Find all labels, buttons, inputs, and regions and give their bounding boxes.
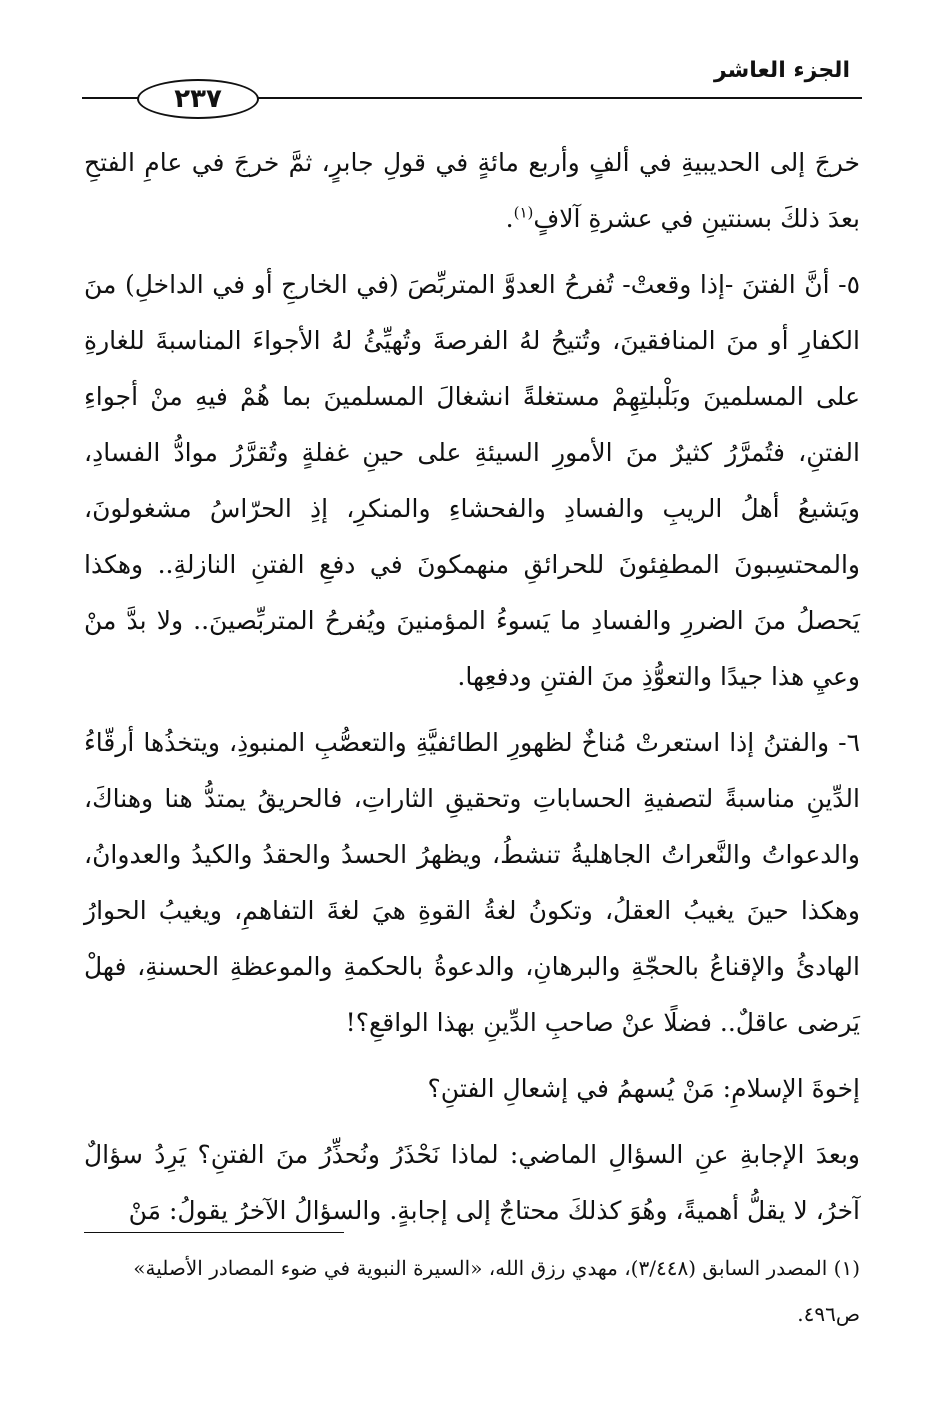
paragraph-4: إخوةَ الإسلامِ: مَنْ يُسهمُ في إشعالِ الفتنِ؟ bbox=[427, 1074, 860, 1103]
footnote-1: (١) المصدر السابق (٣/٤٤٨)، مهدي رزق الله، «السيرة النبوية في ضوء المصادر الأصلية» ص٤٩٦. bbox=[133, 1256, 860, 1326]
paragraph-1-end: . bbox=[505, 204, 514, 233]
page-number: ٢٣٧ bbox=[174, 84, 222, 114]
paragraph-2: ٥- أنَّ الفتنَ -إذا وقعتْ- تُفرحُ العدوَّ المتربِّصَ (في الخارجِ أو في الداخلِ) منَ الكفارِ أو منَ المنافقينَ، وتُتيحُ لهُ الفرصةَ وتُهيِّئُ لهُ الأجواءَ المناسبةَ للغارةِ على المسلمينَ وبَلْبلتِهِمْ مستغلةً انشغالَ المسلمينَ بما هُمْ فيهِ منْ أجواءِ الفتنِ، فتُمرَّرُ كثيرٌ منَ الأمورِ السيئةِ على حينِ غفلةٍ وتُقرَّرُ موادُّ الفسادِ، ويَشيعُ أهلُ الريبِ والفسادِ والفحشاءِ والمنكرِ، إذِ الحرّاسُ مشغولونَ، والمحتسِبونَ المطفِئونَ للحرائقِ منهمكونَ في دفعِ الفتنِ النازلةِ.. وهكذا يَحصلُ منَ الضررِ والفسادِ ما يَسوءُ المؤمنينَ ويُفرحُ المتربِّصينَ.. ولا بدَّ منْ وعيِ هذا جيدًا والتعوُّذِ منَ الفتنِ ودفعِها. bbox=[84, 270, 860, 691]
page-number-badge bbox=[137, 79, 259, 119]
paragraph-5: وبعدَ الإجابةِ عنِ السؤالِ الماضي: لماذا نَحْذَرُ ونُحذِّرُ منَ الفتنِ؟ يَرِدُ سؤالٌ آخرُ، لا يقلُّ أهميةً، وهُوَ كذلكَ محتاجٌ إلى إجابةٍ. والسؤالُ الآخرُ يقولُ: مَنْ bbox=[84, 1140, 860, 1225]
paragraph-1 bbox=[84, 135, 860, 247]
paragraph-1-text: خرجَ إلى الحديبيةِ في ألفٍ وأربع مائةٍ في قولِ جابرٍ، ثمَّ خرجَ في عامِ الفتحِ بعدَ ذلكَ بسنتينِ في عشرةِ آلافٍ bbox=[84, 148, 860, 233]
page-header bbox=[82, 52, 862, 122]
footnote-marker: (١) bbox=[513, 203, 534, 222]
paragraph-3: ٦- والفتنُ إذا استعرتْ مُناخٌ لظهورِ الطائفيَّةِ والتعصُّبِ المنبوذِ، ويتخذُها أرقّاءُ الدِّينِ مناسبةً لتصفيةِ الحساباتِ وتحقيقِ الثاراتِ، فالحريقُ يمتدُّ هنا وهناكَ، والدعواتُ والنَّعراتُ الجاهليةُ تنشطُ، ويظهرُ الحسدُ والحقدُ والكيدُ والعدوانُ، وهكذا حينَ يغيبُ العقلُ، وتكونُ لغةُ القوةِ هيَ لغةَ التفاهمِ، ويغيبُ الحوارُ الهادئُ والإقناعُ بالحجّةِ والبرهانِ، والدعوةُ بالحكمةِ والموعظةِ الحسنةِ، فهلْ يَرضى عاقلٌ.. فضلًا عنْ صاحبِ الدِّينِ بهذا الواقعِ؟! bbox=[84, 728, 860, 1037]
body-text bbox=[84, 135, 860, 1249]
footnotes bbox=[84, 1245, 860, 1337]
footnote-separator bbox=[84, 1232, 344, 1233]
running-title: الجزء العاشر bbox=[713, 58, 850, 83]
